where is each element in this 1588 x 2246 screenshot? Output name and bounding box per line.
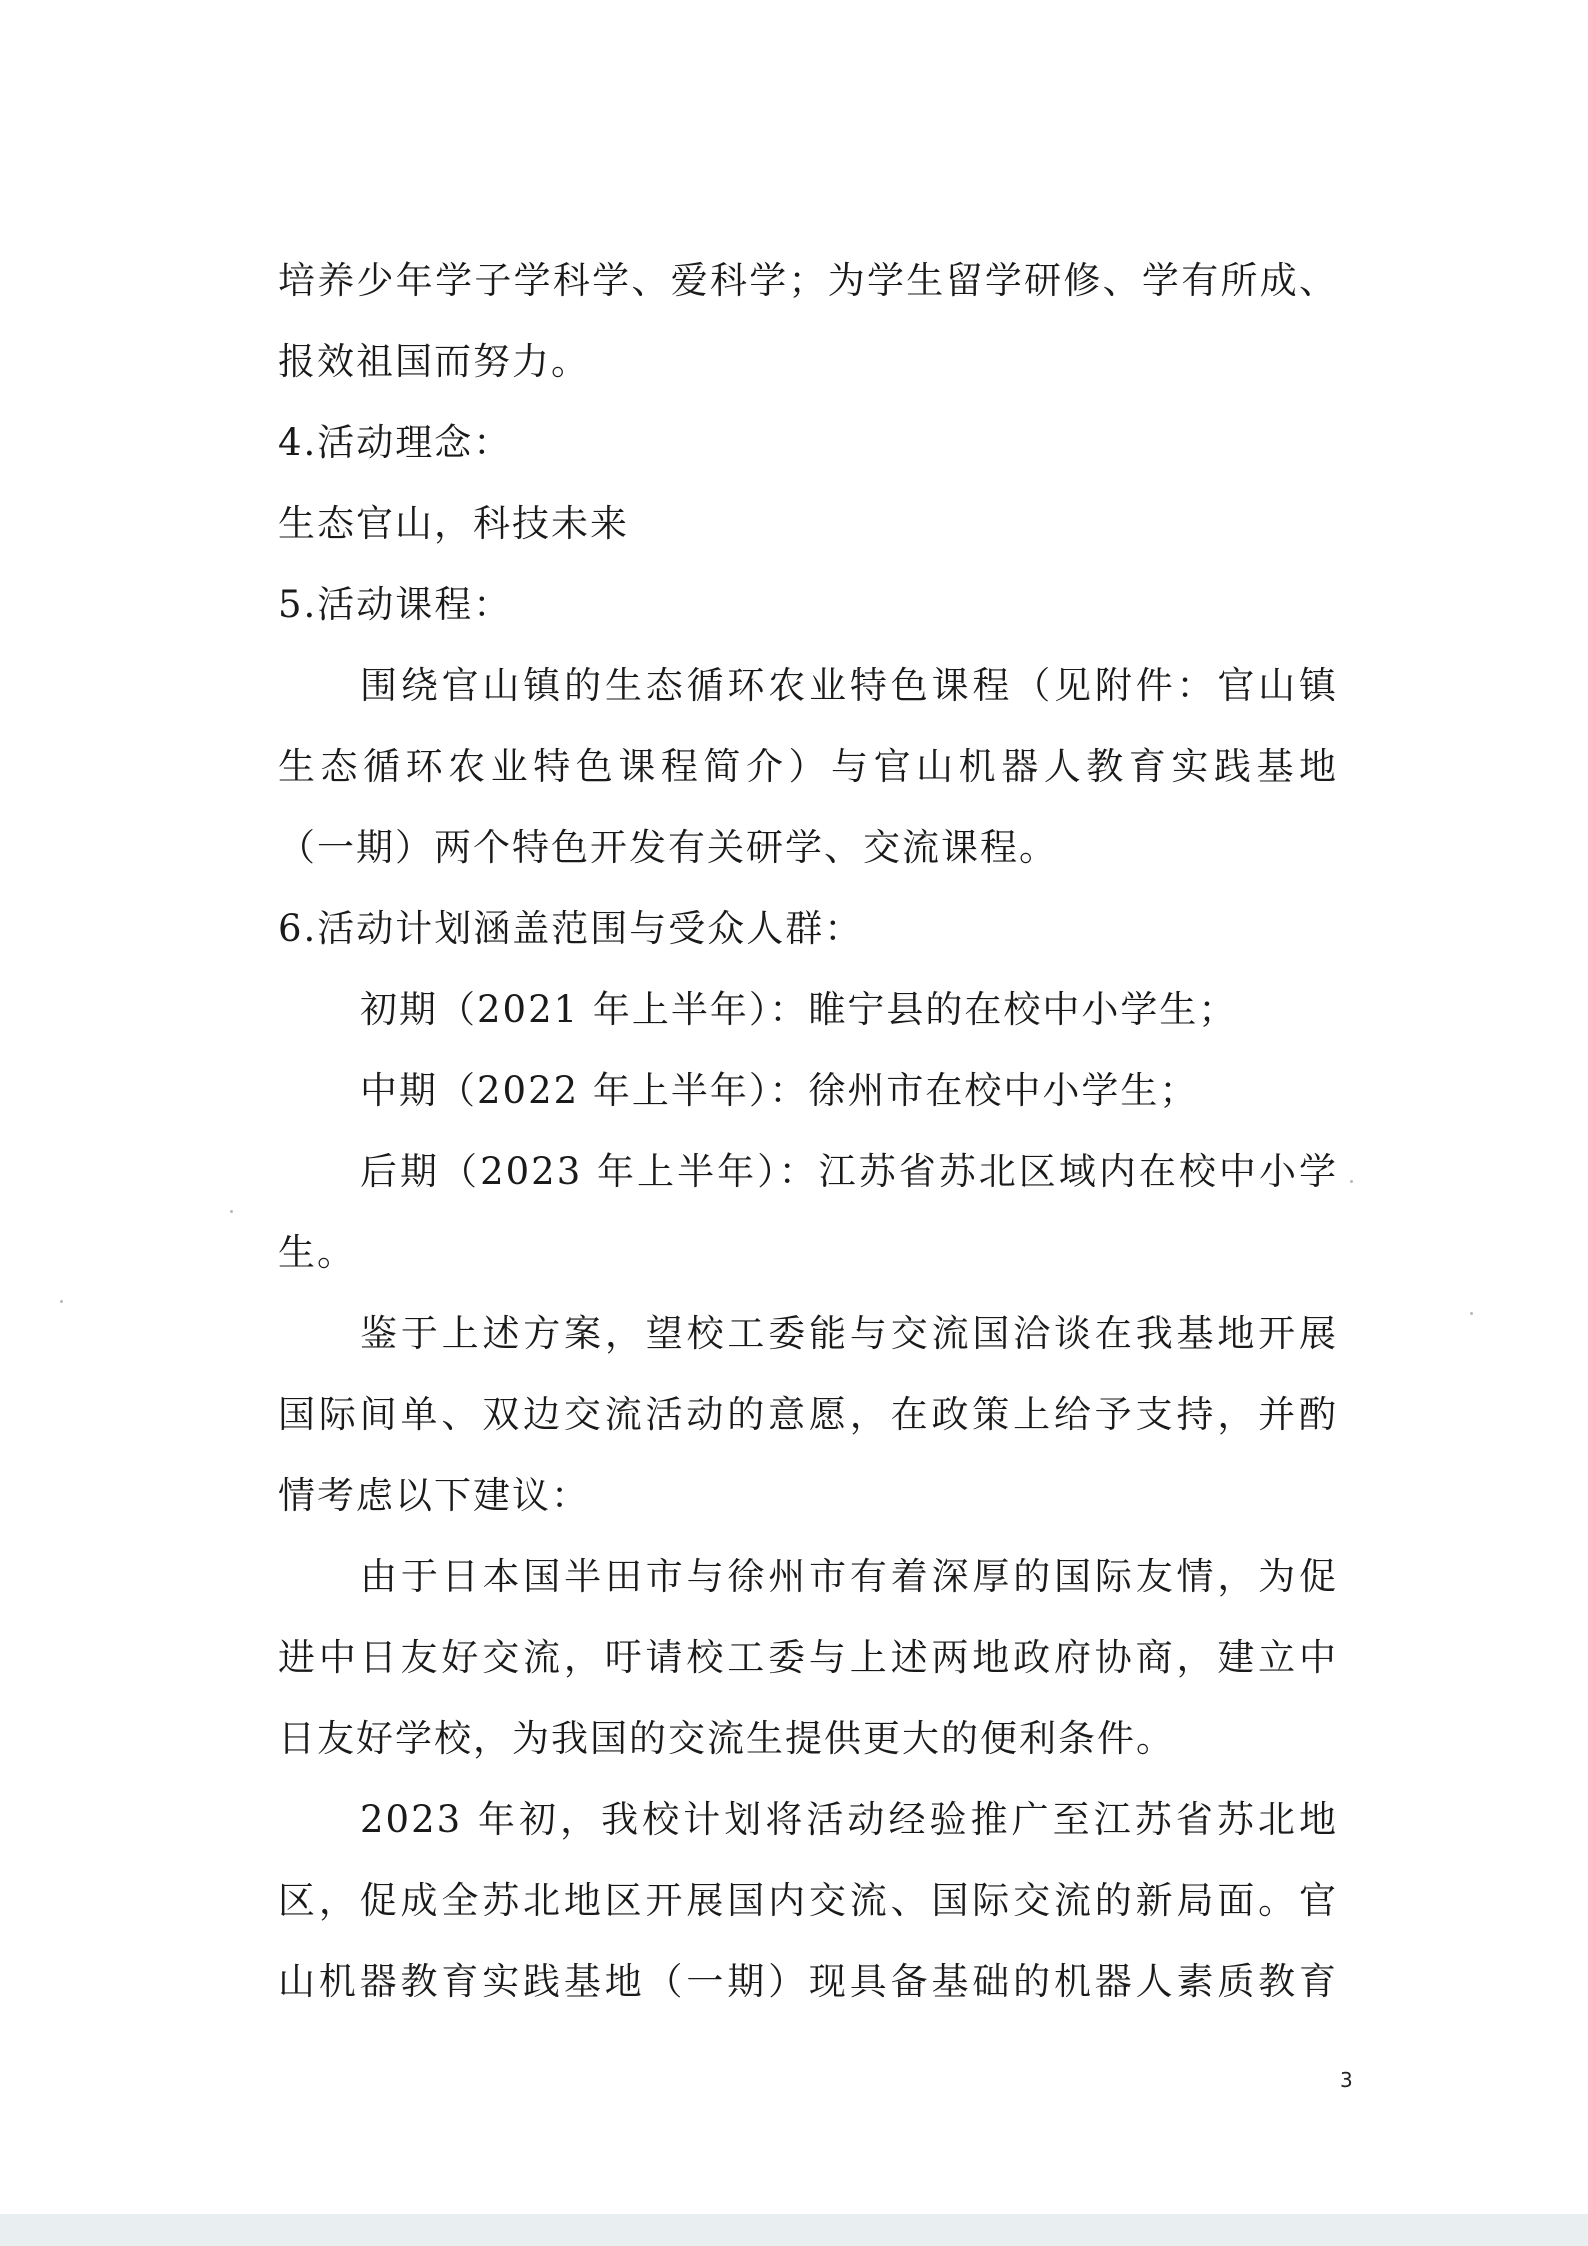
body-text (278, 240, 1338, 2022)
paragraph-line: 生。 (278, 1231, 356, 1274)
scan-speck (60, 1300, 63, 1303)
paragraph-line: 区，促成全苏北地区开展国内交流、国际交流的新局面。官 (278, 1879, 1338, 1922)
paragraph-line: （一期）两个特色开发有关研学、交流课程。 (278, 826, 1058, 869)
section-heading-concept: 4.活动理念： (278, 421, 513, 464)
paragraph-line: 生态循环农业特色课程简介）与官山机器人教育实践基地 (278, 745, 1338, 788)
paragraph-line: 报效祖国而努力。 (278, 340, 590, 383)
paragraph-line: 进中日友好交流，吁请校工委与上述两地政府协商，建立中 (278, 1636, 1338, 1679)
section-heading-courses: 5.活动课程： (278, 583, 513, 626)
scan-bottom-band (0, 2214, 1588, 2246)
paragraph-line: 情考虑以下建议： (278, 1474, 590, 1517)
paragraph-line: 后期（2023 年上半年）：江苏省苏北区域内在校中小学 (360, 1150, 1338, 1193)
paragraph-line: 国际间单、双边交流活动的意愿，在政策上给予支持，并酌 (278, 1393, 1338, 1436)
section-heading-scope: 6.活动计划涵盖范围与受众人群： (278, 907, 864, 950)
paragraph-line: 山机器教育实践基地（一期）现具备基础的机器人素质教育 (278, 1960, 1338, 2003)
paragraph-line: 初期（2021 年上半年）：睢宁县的在校中小学生； (360, 988, 1238, 1031)
paragraph-line: 鉴于上述方案，望校工委能与交流国洽谈在我基地开展 (360, 1312, 1338, 1355)
paragraph-line: 围绕官山镇的生态循环农业特色课程（见附件：官山镇 (360, 664, 1338, 707)
page-number: 3 (1340, 2068, 1353, 2092)
paragraph-line: 中期（2022 年上半年）：徐州市在校中小学生； (360, 1069, 1199, 1112)
paragraph-line: 培养少年学子学科学、爱科学；为学生留学研修、学有所成、 (278, 259, 1338, 302)
scan-speck (1350, 1180, 1353, 1183)
paragraph-line: 生态官山，科技未来 (278, 502, 629, 545)
paragraph-line: 由于日本国半田市与徐州市有着深厚的国际友情，为促 (360, 1555, 1338, 1598)
scan-speck (230, 1210, 233, 1213)
paragraph-line: 2023 年初，我校计划将活动经验推广至江苏省苏北地 (360, 1798, 1338, 1841)
scan-speck (1470, 1312, 1473, 1315)
paragraph-line: 日友好学校，为我国的交流生提供更大的便利条件。 (278, 1717, 1175, 1760)
